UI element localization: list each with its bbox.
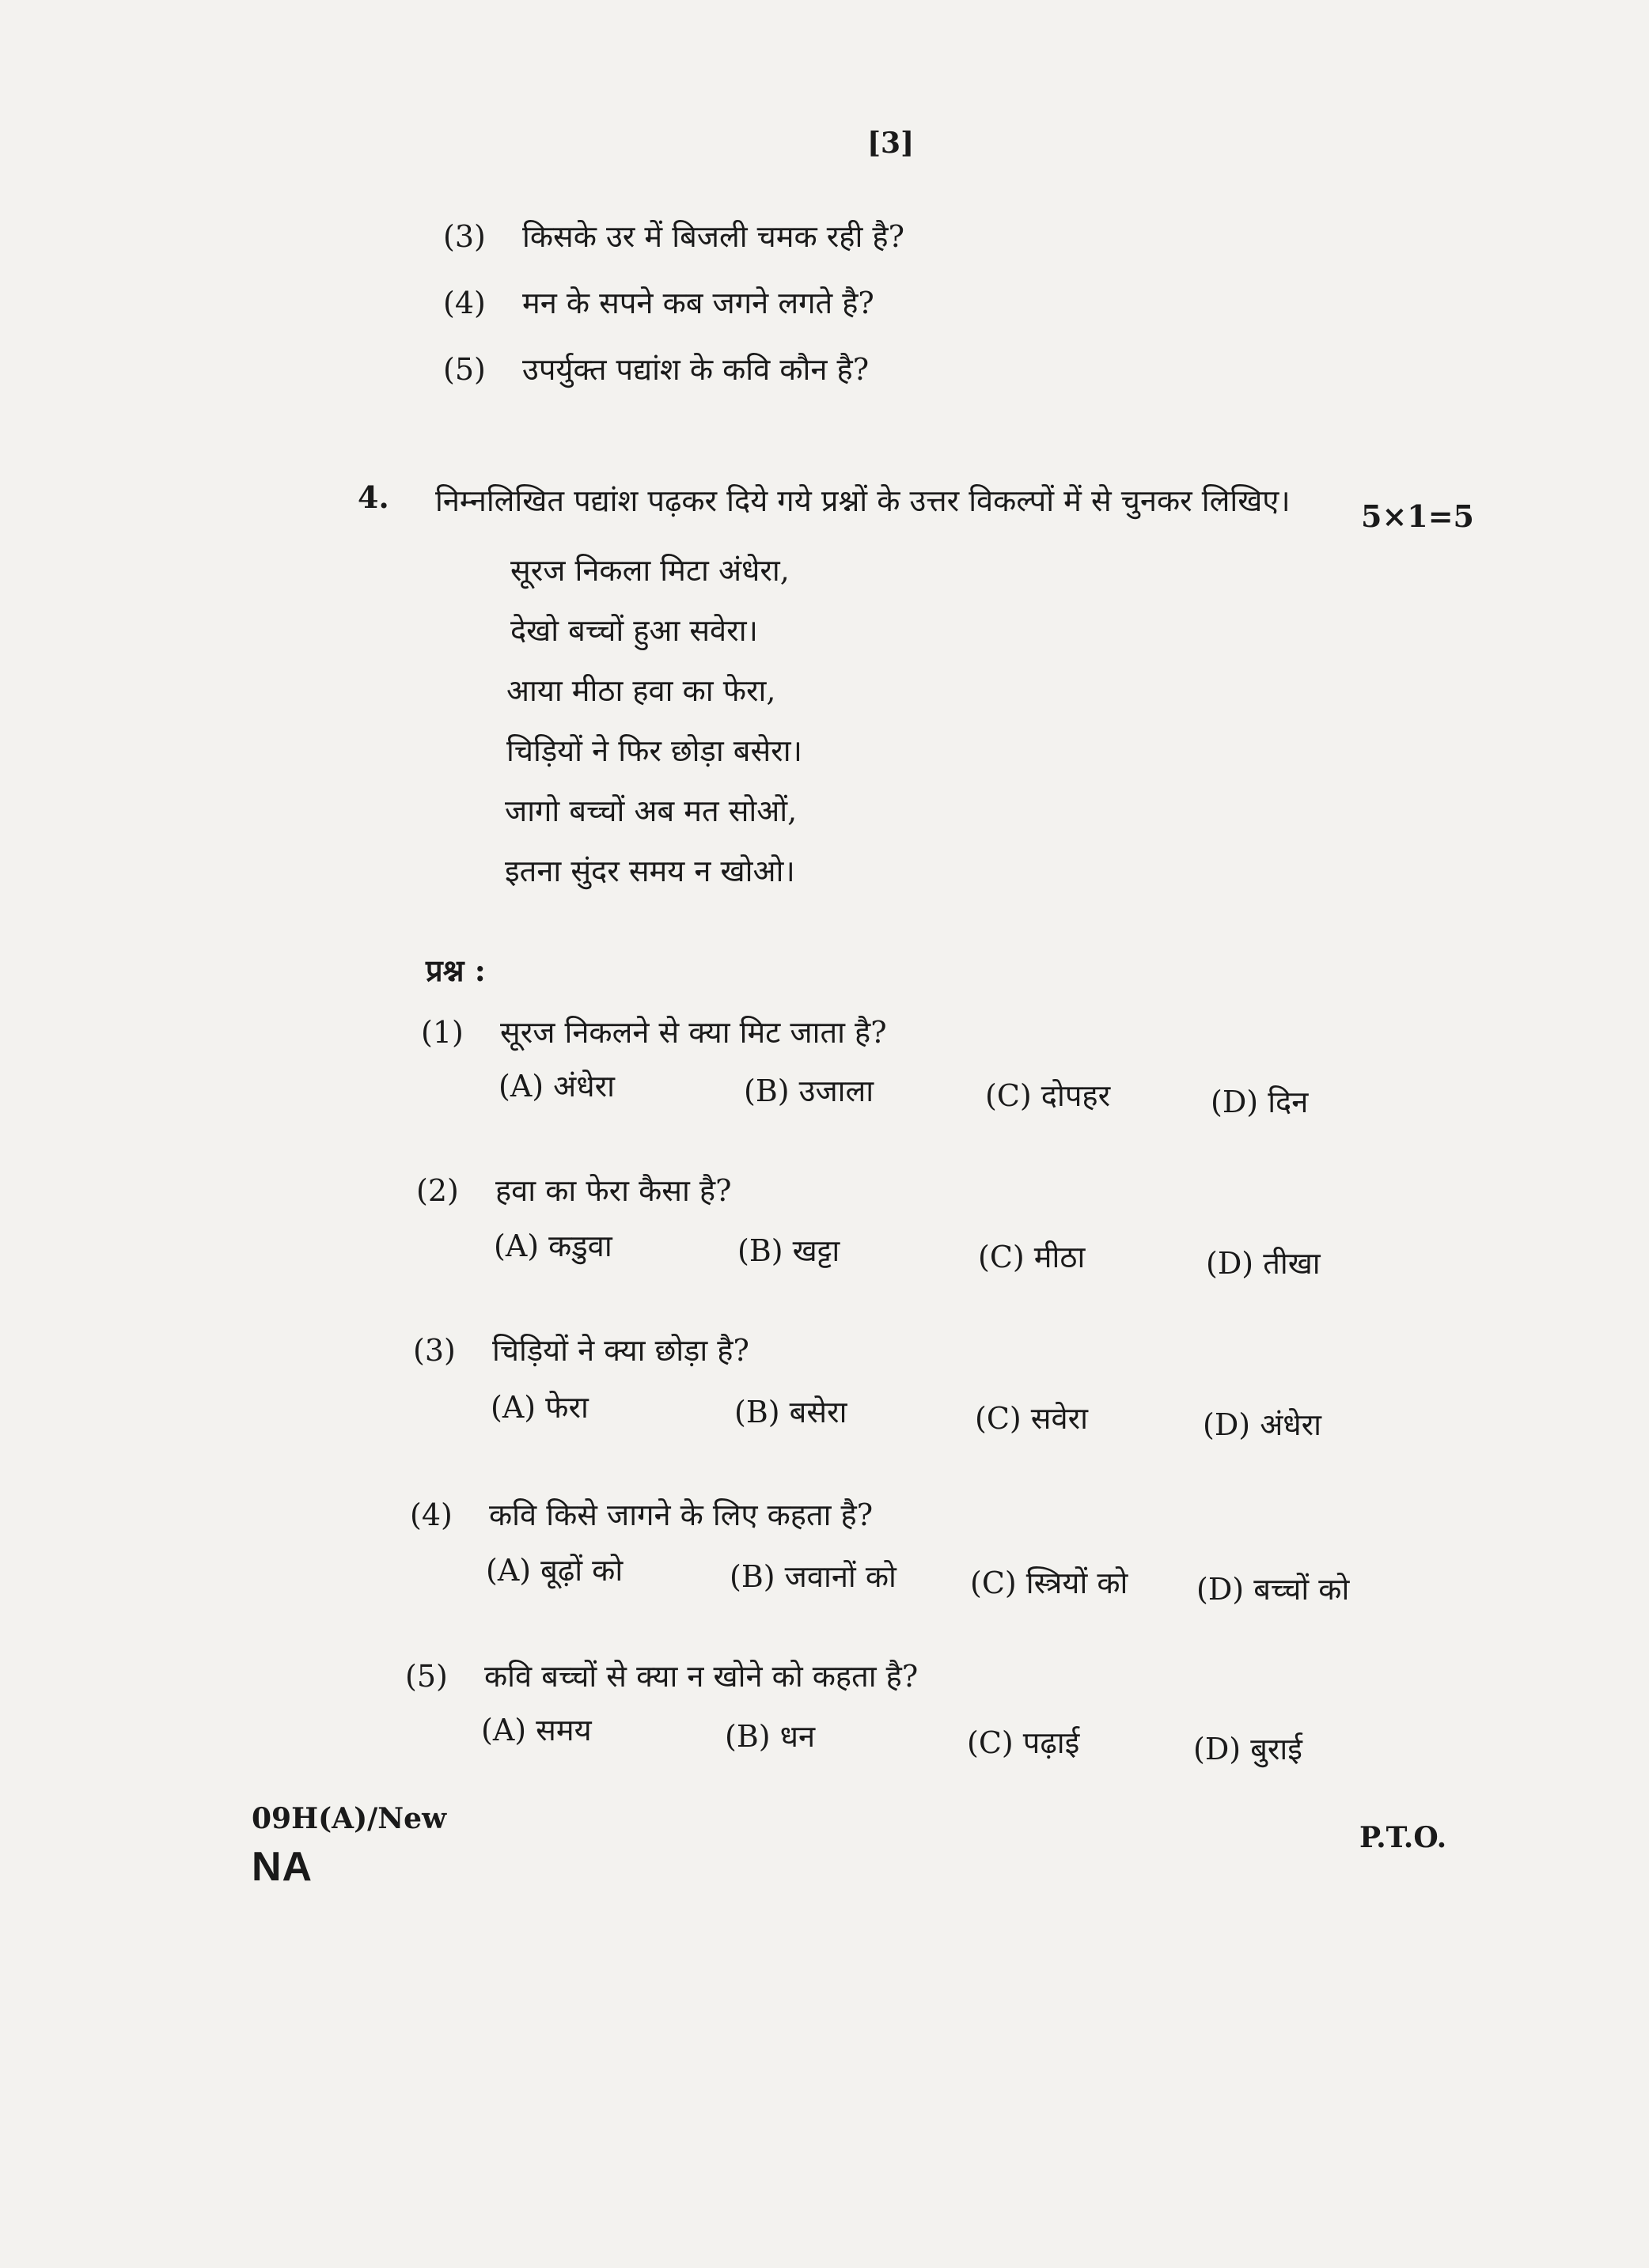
prev-question-3 <box>443 215 904 256</box>
option-d: (D) बुराई <box>1193 1732 1302 1766</box>
poem-line: सूरज निकला मिटा अंधेरा, <box>510 553 790 588</box>
page-number: [3] <box>867 127 915 160</box>
option-c: (C) दोपहर <box>985 1078 1111 1113</box>
question-text: सूरज निकलने से क्या मिट जाता है? <box>500 1015 887 1050</box>
question-4-instruction: निम्नलिखित पद्यांश पढ़कर दिये गये प्रश्नों के उत्तर विकल्पों में से चुनकर लिखिए। <box>435 483 1291 518</box>
question-number: (5) <box>443 352 486 387</box>
question-text: किसके उर में बिजली चमक रही है? <box>522 219 904 254</box>
pto-label: P.T.O. <box>1359 1821 1447 1854</box>
option-b: (B) खट्टा <box>737 1233 840 1268</box>
sub-question-5 <box>405 1655 918 1696</box>
question-text: उपर्युक्त पद्यांश के कवि कौन है? <box>522 352 870 387</box>
sub-question-1 <box>421 1011 887 1052</box>
question-number: (4) <box>443 286 486 320</box>
sub-question-4 <box>410 1494 873 1535</box>
question-number: (1) <box>421 1015 464 1050</box>
poem-line: देखो बच्चों हुआ सवेरा। <box>510 613 758 648</box>
option-d: (D) बच्चों को <box>1196 1572 1350 1607</box>
question-text: कवि किसे जागने के लिए कहता है? <box>489 1497 874 1532</box>
question-number: (3) <box>413 1333 456 1368</box>
questions-label: प्रश्न : <box>426 952 486 988</box>
poem-line: जागो बच्चों अब मत सोओं, <box>505 793 798 828</box>
option-a: (A) कडुवा <box>494 1229 612 1263</box>
sub-question-2 <box>416 1169 731 1210</box>
question-number: (2) <box>416 1173 459 1208</box>
question-text: हवा का फेरा कैसा है? <box>495 1173 732 1208</box>
question-number: (5) <box>405 1659 448 1694</box>
paper-code: 09H(A)/New <box>252 1802 447 1835</box>
option-d: (D) अंधेरा <box>1203 1407 1321 1442</box>
question-text: मन के सपने कब जगने लगते है? <box>522 286 874 320</box>
marks: 5×1=5 <box>1361 498 1475 534</box>
option-a: (A) अंधेरा <box>498 1069 615 1104</box>
option-a: (A) समय <box>481 1713 592 1747</box>
question-text: चिड़ियों ने क्या छोड़ा है? <box>492 1333 749 1368</box>
option-c: (C) मीठा <box>978 1240 1086 1274</box>
poem-line: चिड़ियों ने फिर छोड़ा बसेरा। <box>506 733 802 768</box>
option-b: (B) बसेरा <box>734 1395 847 1429</box>
option-c: (C) सवेरा <box>975 1401 1089 1436</box>
poem-line: इतना सुंदर समय न खोओ। <box>505 854 795 888</box>
poem-line: आया मीठा हवा का फेरा, <box>506 673 776 708</box>
option-d: (D) तीखा <box>1206 1246 1321 1281</box>
option-c: (C) स्त्रियों को <box>970 1566 1128 1600</box>
option-b: (B) उजाला <box>744 1073 874 1108</box>
option-b: (B) धन <box>725 1719 816 1754</box>
question-number: (4) <box>410 1497 453 1532</box>
option-c: (C) पढ़ाई <box>967 1725 1080 1760</box>
question-4-number: 4. <box>358 479 389 515</box>
na-label: NA <box>252 1844 313 1890</box>
question-number: (3) <box>443 219 486 254</box>
sub-question-3 <box>413 1329 749 1370</box>
prev-question-4 <box>443 282 874 323</box>
option-b: (B) जवानों को <box>730 1559 897 1594</box>
question-text: कवि बच्चों से क्या न खोने को कहता है? <box>484 1659 919 1694</box>
prev-question-5 <box>443 348 869 389</box>
option-a: (A) फेरा <box>491 1390 589 1425</box>
option-a: (A) बूढ़ों को <box>486 1553 624 1588</box>
option-d: (D) दिन <box>1211 1085 1309 1119</box>
